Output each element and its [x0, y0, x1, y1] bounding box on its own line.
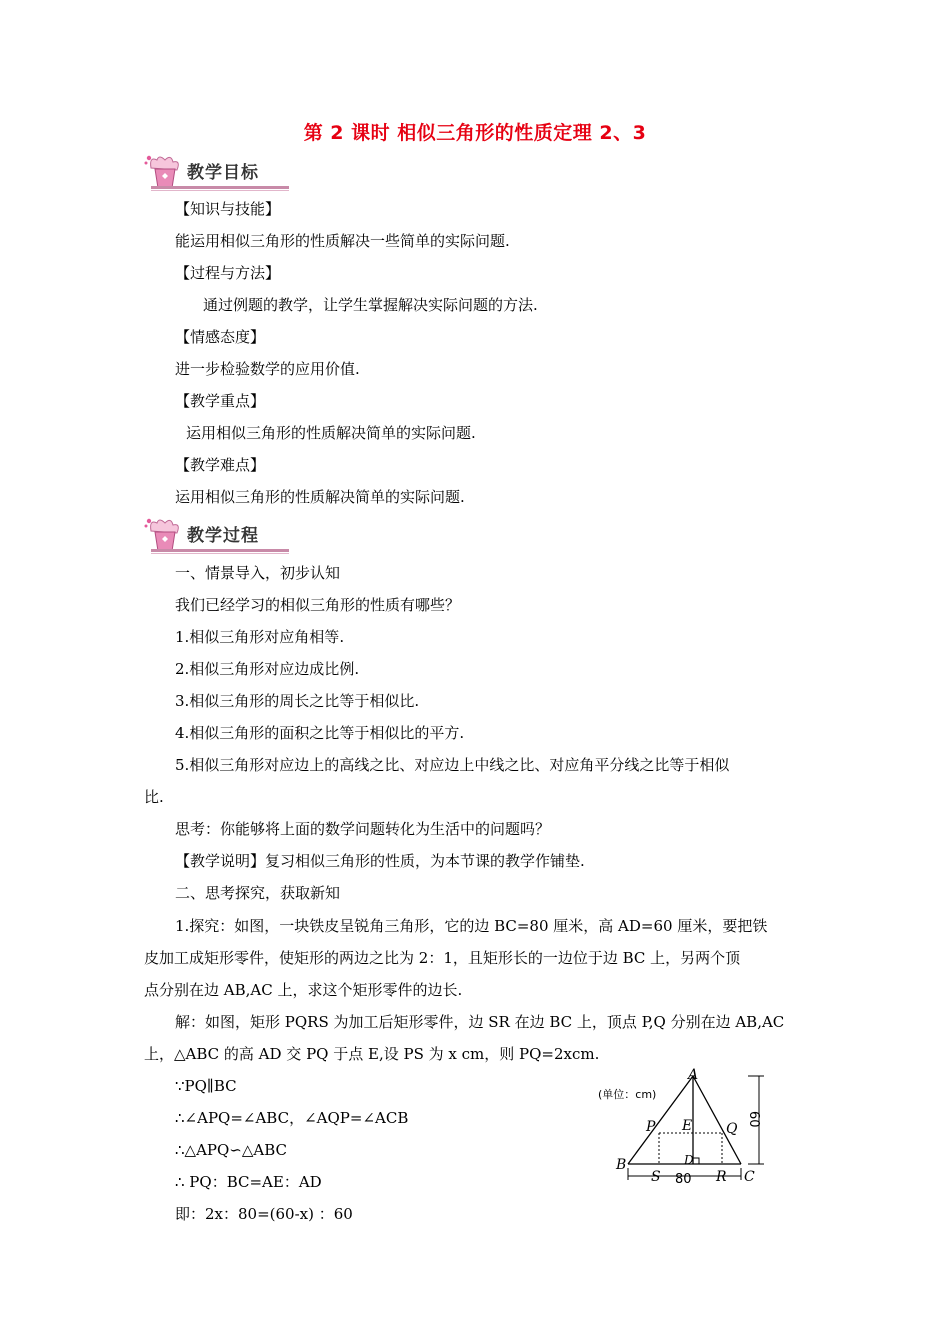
label-q: Q	[726, 1121, 738, 1137]
key-points-heading: 【教学重点】	[175, 392, 266, 410]
teaching-note: 【教学说明】复习相似三角形的性质，为本节课的教学作铺垫.	[175, 852, 585, 870]
step-5: 即：2x：80=(60-x) ：60	[175, 1205, 353, 1223]
label-d: D	[684, 1153, 694, 1167]
step-2: ∴∠APQ=∠ABC，∠AQP=∠ACB	[175, 1109, 409, 1127]
intro-question: 我们已经学习的相似三角形的性质有哪些？	[175, 596, 461, 614]
label-a: A	[688, 1068, 699, 1083]
difficulty-heading: 【教学难点】	[175, 456, 266, 474]
section-title-process: 教学过程	[187, 526, 259, 546]
label-p: P	[646, 1119, 656, 1135]
edge-ac	[693, 1076, 741, 1164]
property-2: 2.相似三角形对应边成比例.	[175, 660, 360, 678]
right-angle-mark	[693, 1158, 699, 1164]
step-3: ∴△APQ∽△ABC	[175, 1141, 288, 1159]
section-underline	[143, 549, 293, 557]
triangle-rectangle-diagram	[597, 1068, 767, 1188]
attitude-text: 进一步检验数学的应用价值.	[175, 360, 360, 378]
height-length-label: 60	[746, 1111, 761, 1128]
property-5-line2: 比.	[144, 788, 164, 806]
step-1: ∵PQ∥BC	[175, 1077, 237, 1095]
step-4: ∴ PQ：BC=AE：AD	[175, 1173, 322, 1191]
property-3: 3.相似三角形的周长之比等于相似比.	[175, 692, 420, 710]
example-line3: 点分别在边 AB,AC 上，求这个矩形零件的边长.	[144, 981, 463, 999]
example-line1: 1.探究：如图，一块铁皮呈锐角三角形，它的边 BC=80 厘米，高 AD=60 厘米，要把铁	[175, 917, 768, 935]
method-heading: 【过程与方法】	[175, 264, 281, 282]
knowledge-text: 能运用相似三角形的性质解决一些简单的实际问题.	[175, 232, 510, 250]
property-1: 1.相似三角形对应角相等.	[175, 628, 345, 646]
intro-heading: 一、情景导入，初步认知	[175, 564, 341, 582]
unit-label: (单位：cm)	[598, 1088, 657, 1101]
base-length-label: 80	[675, 1172, 692, 1187]
solution-line1: 解：如图，矩形 PQRS 为加工后矩形零件，边 SR 在边 BC 上，顶点 P,Q 分别在边 AB,AC	[175, 1013, 785, 1031]
property-4: 4.相似三角形的面积之比等于相似比的平方.	[175, 724, 465, 742]
explore-heading: 二、思考探究，获取新知	[175, 884, 341, 902]
attitude-heading: 【情感态度】	[175, 328, 266, 346]
section-underline	[143, 186, 293, 194]
example-line2: 皮加工成矩形零件，使矩形的两边之比为 2：1，且矩形长的一边位于边 BC 上，另两个顶	[144, 949, 741, 967]
page-title: 第 2 课时 相似三角形的性质定理 2、3	[303, 122, 647, 144]
property-5-line1: 5.相似三角形对应边上的高线之比、对应边上中线之比、对应角平分线之比等于相似	[175, 756, 730, 774]
key-points-text: 运用相似三角形的性质解决简单的实际问题.	[186, 424, 476, 442]
knowledge-heading: 【知识与技能】	[175, 200, 281, 218]
label-s: S	[651, 1169, 661, 1185]
label-r: R	[716, 1169, 727, 1185]
label-c: C	[744, 1169, 755, 1185]
section-header-goals	[143, 152, 293, 198]
method-text: 通过例题的教学，让学生掌握解决实际问题的方法.	[203, 296, 538, 314]
solution-line2: 上，△ABC 的高 AD 交 PQ 于点 E,设 PS 为 x cm，则 PQ=2xcm.	[144, 1045, 600, 1063]
label-e: E	[682, 1118, 693, 1134]
difficulty-text: 运用相似三角形的性质解决简单的实际问题.	[175, 488, 465, 506]
label-b: B	[616, 1157, 627, 1173]
section-header-process	[143, 515, 293, 561]
section-title-goals: 教学目标	[187, 163, 259, 183]
think-question: 思考：你能够将上面的数学问题转化为生活中的问题吗？	[175, 820, 551, 838]
